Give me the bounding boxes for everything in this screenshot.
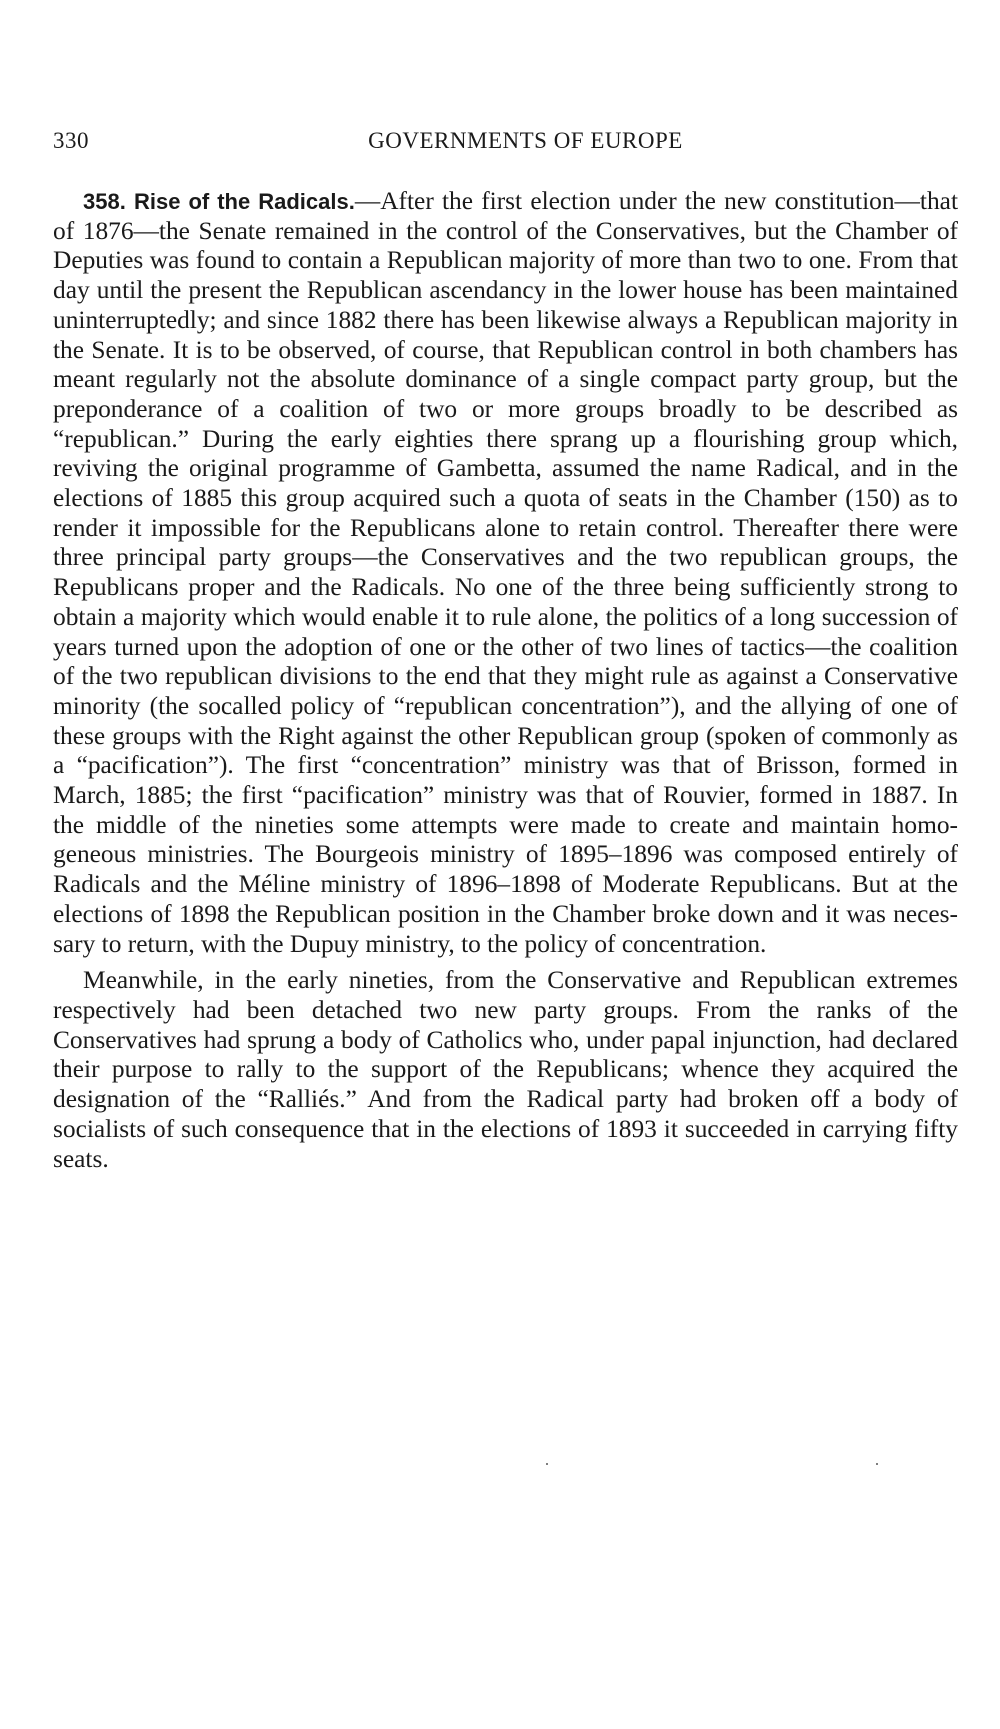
paragraph-text: Meanwhile, in the early nineties, from the Conservative and Republican extremes respectively had been detached two new party groups. From the ranks of the Conservatives had sprung a body of Catholics who, under papal injunction, had declared their purpose to rally to the support of the Republicans; whence they acquired the designation of the “Ralliés.” And from the Radical party had broken off a body of socialists of such consequence that in the elections of 1893 it succeeded in carrying fifty seats. xyxy=(53,966,958,1173)
paragraph-meanwhile xyxy=(53,966,958,1174)
section-title: Rise of the Radicals. xyxy=(134,189,355,214)
section-number: 358. xyxy=(83,189,126,214)
print-speck xyxy=(546,1463,548,1465)
page-number: 330 xyxy=(53,128,89,153)
running-head xyxy=(53,128,958,162)
body-text xyxy=(53,187,958,1174)
running-title: GOVERNMENTS OF EUROPE xyxy=(368,128,683,153)
paragraph-text: —After the first election under the new constitution—that of 1876—the Senate remained in the control of the Conservatives, but the Chamber of Deputies was found to contain a Republican majority of more than two to one. From that day until the present the Republican ascendancy in the lower house has been maintained uninterruptedly; and since 1882 there has been likewise always a Republican majority in the Senate. It is to be observed, of course, that Republican control in both chambers has meant regularly not the absolute dominance of a single compact party group, but the preponderance of a coalition of two or more groups broadly to be described as “republican.” During the early eighties there sprang up a flourishing group which, reviving the original programme of Gambetta, assumed the name Radical, and in the elections of 1885 this group acquired such a quota of seats in the Chamber (150) as to render it impossible for the Republicans alone to retain control. Thereafter there were three principal party groups—the Conservatives and the two republican groups, the Republicans proper and the Radicals. No one of the three being sufficiently strong to obtain a majority which would enable it to rule alone, the politics of a long succession of years turned upon the adoption of one or the other of two lines of tactics—the coalition of the two republican divisions to the end that they might rule as against a Conservative minority (the socalled policy of “republican concentration”), and the allying of one of these groups with the Right against the other Republican group (spoken of commonly as a “pacification”). The first “concentration” ministry was that of Brisson, formed in March, 1885; the first “pacification” ministry was that of Rouvier, formed in 1887. In the middle of the nineties some attempts were made to create and maintain homogeneous ministries. The Bourgeois ministry of 1895–1896 was composed entirely of Radicals and the Méline ministry of 1896–1898 of Moderate Republicans. But at the elections of 1898 the Republican position in the Chamber broke down and it was necessary to return, with the Dupuy ministry, to the policy of concentration. xyxy=(53,187,958,958)
print-speck xyxy=(876,1463,878,1465)
paragraph-rise-of-radicals xyxy=(53,187,958,959)
